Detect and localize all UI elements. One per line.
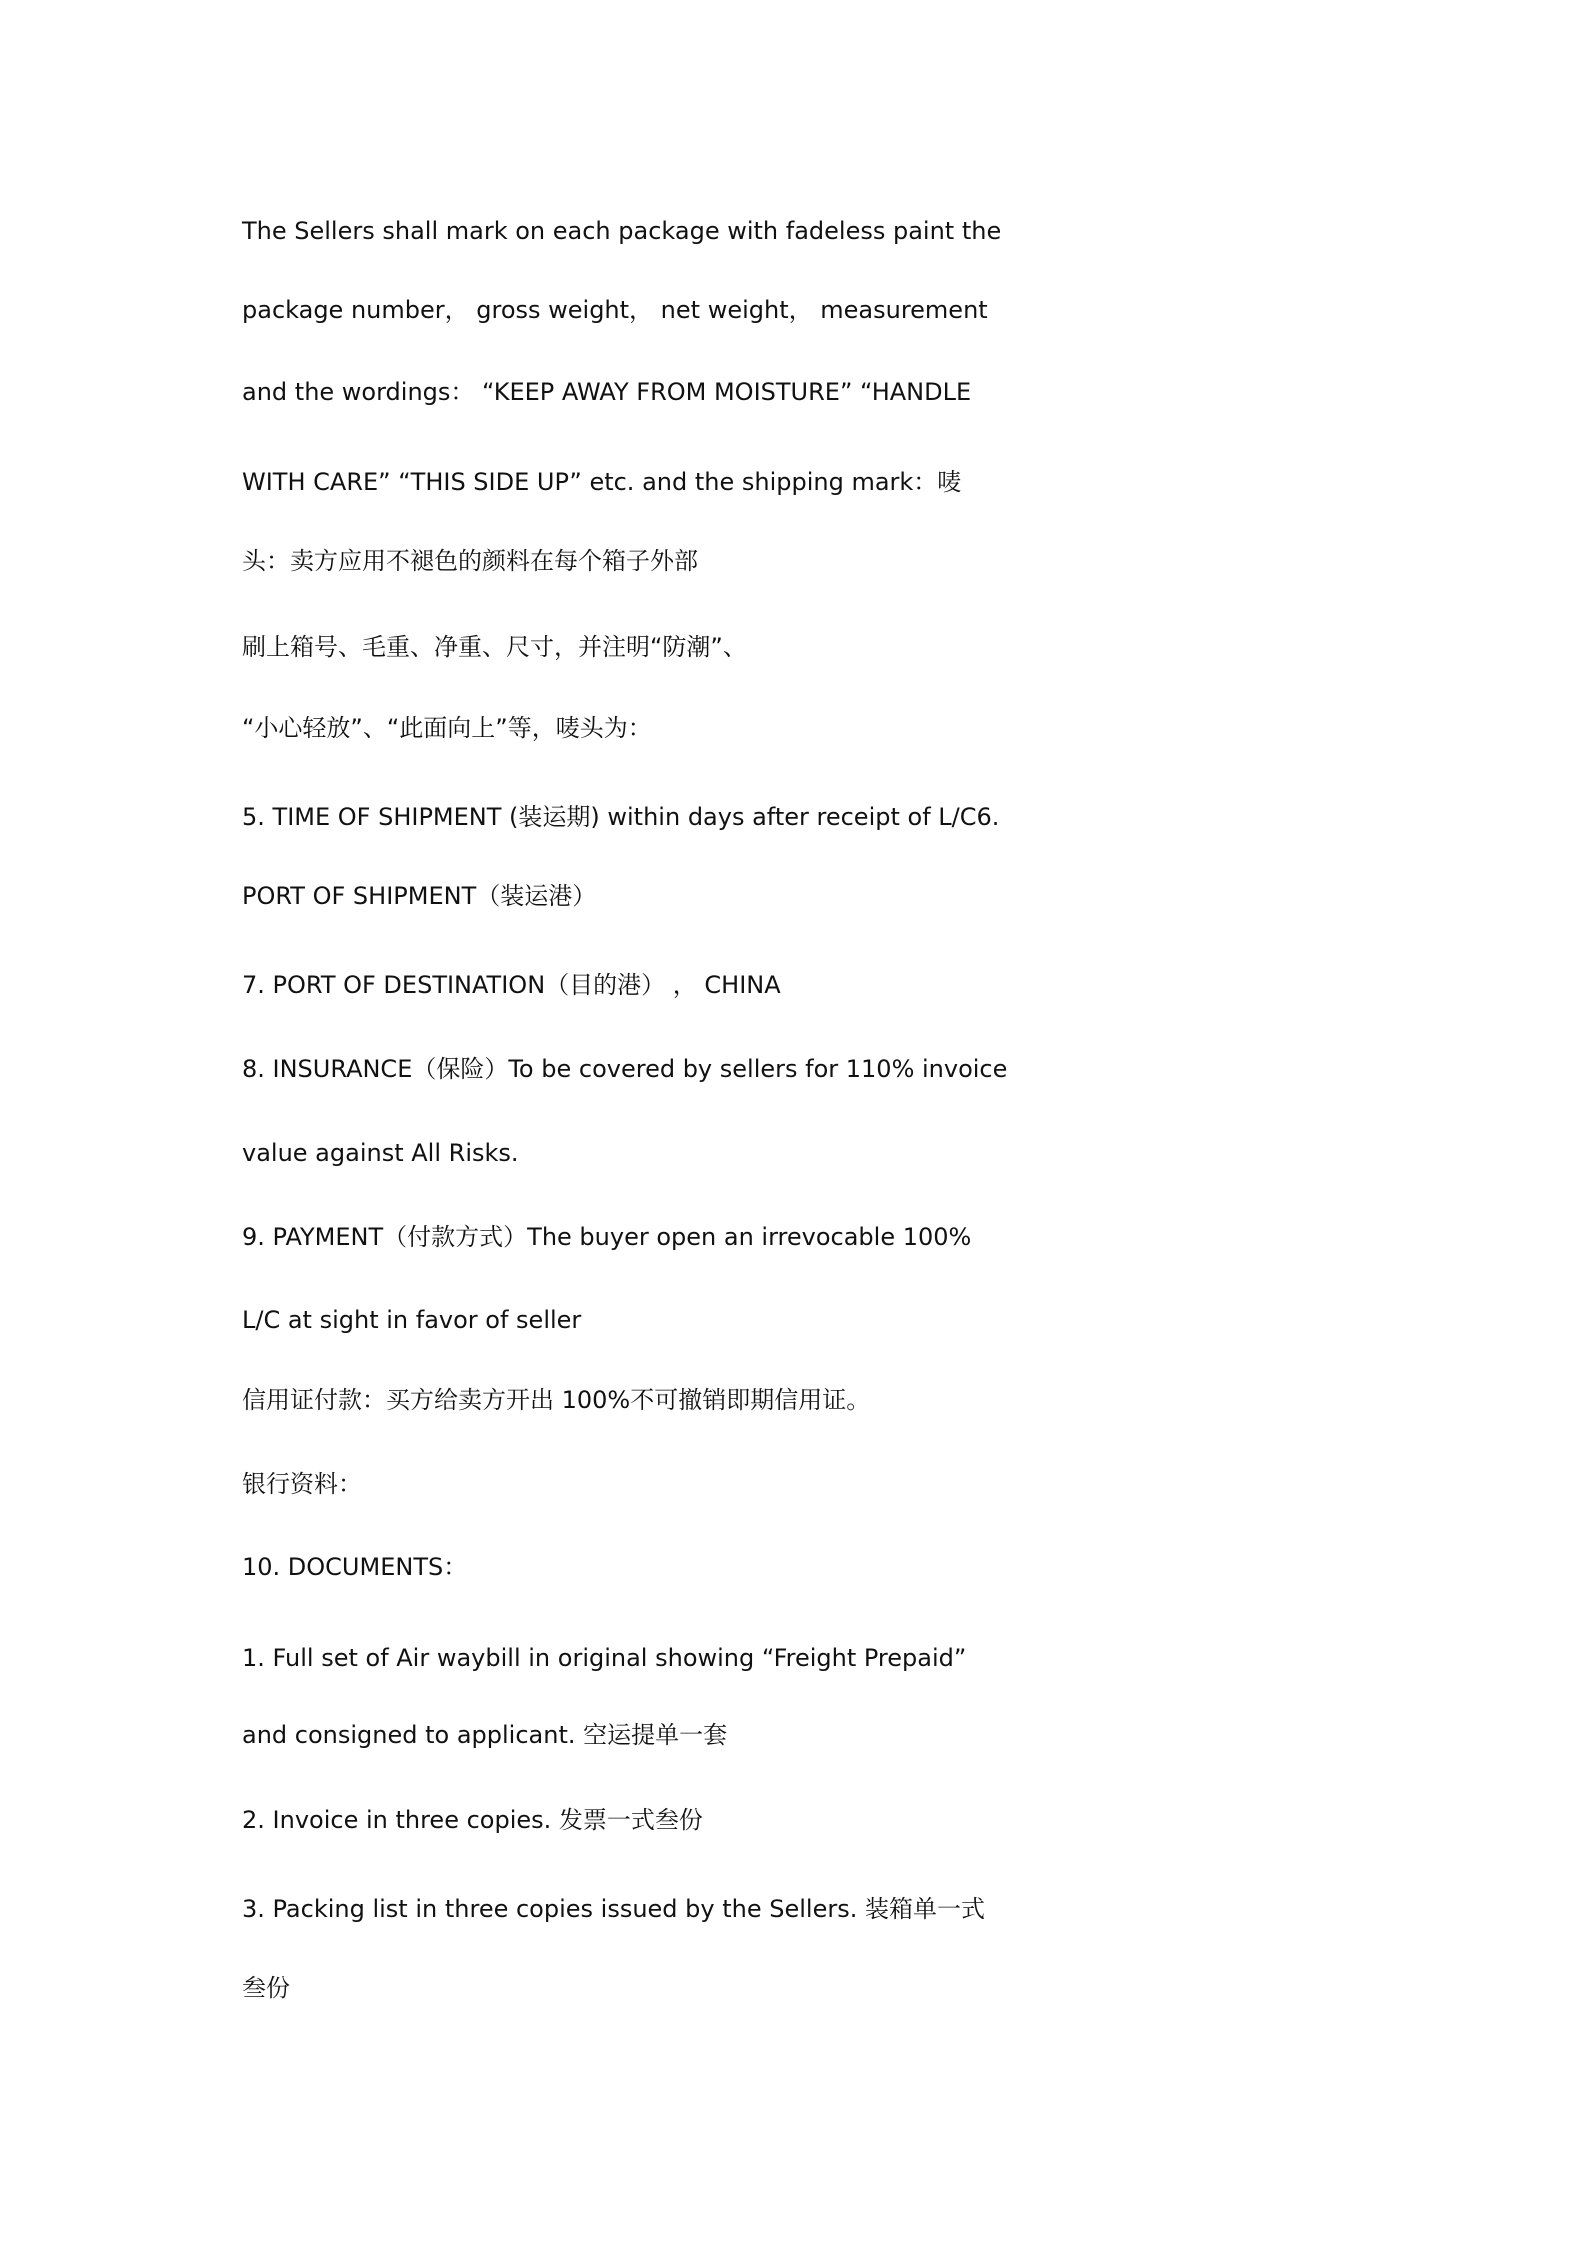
- text-line-shipping-marks-cn-3: “小心轻放”、“此面向上”等，唛头为：: [242, 714, 652, 742]
- text-line-shipping-marks-2: package number， gross weight， net weight， measurement: [242, 296, 988, 324]
- text-line-insurance-2: value against All Risks.: [242, 1139, 519, 1167]
- text-line-documents-heading: 10. DOCUMENTS：: [242, 1553, 468, 1581]
- text-line-document-1b: and consigned to applicant. 空运提单一套: [242, 1721, 728, 1749]
- text-line-shipping-marks-4: WITH CARE” “THIS SIDE UP” etc. and the shipping mark：唛: [242, 468, 962, 496]
- text-line-document-3b: 叁份: [242, 1974, 290, 2002]
- text-line-shipping-marks-cn-1: 头：卖方应用不褪色的颜料在每个箱子外部: [242, 547, 698, 575]
- text-line-time-of-shipment: 5. TIME OF SHIPMENT (装运期) within days after receipt of L/C6.: [242, 803, 1000, 831]
- text-line-payment-cn: 信用证付款：买方给卖方开出 100%不可撤销即期信用证。: [242, 1386, 871, 1414]
- text-line-document-3a: 3. Packing list in three copies issued by the Sellers. 装箱单一式: [242, 1895, 985, 1923]
- text-line-document-1a: 1. Full set of Air waybill in original showing “Freight Prepaid”: [242, 1644, 967, 1672]
- text-line-bank-info: 银行资料：: [242, 1470, 362, 1498]
- text-line-port-of-shipment: PORT OF SHIPMENT（装运港）: [242, 882, 597, 910]
- text-line-shipping-marks-cn-2: 刷上箱号、毛重、净重、尺寸，并注明“防潮”、: [242, 633, 747, 661]
- text-line-shipping-marks-3: and the wordings： “KEEP AWAY FROM MOISTURE” “HANDLE: [242, 378, 972, 406]
- text-line-payment-2: L/C at sight in favor of seller: [242, 1306, 582, 1334]
- text-line-insurance-1: 8. INSURANCE（保险）To be covered by sellers for 110% invoice: [242, 1055, 1008, 1083]
- text-line-document-2: 2. Invoice in three copies. 发票一式叁份: [242, 1806, 703, 1834]
- text-line-shipping-marks-1: The Sellers shall mark on each package with fadeless paint the: [242, 217, 1002, 245]
- text-line-port-of-destination: 7. PORT OF DESTINATION（目的港） ， CHINA: [242, 971, 781, 999]
- text-line-payment-1: 9. PAYMENT（付款方式）The buyer open an irrevocable 100%: [242, 1223, 972, 1251]
